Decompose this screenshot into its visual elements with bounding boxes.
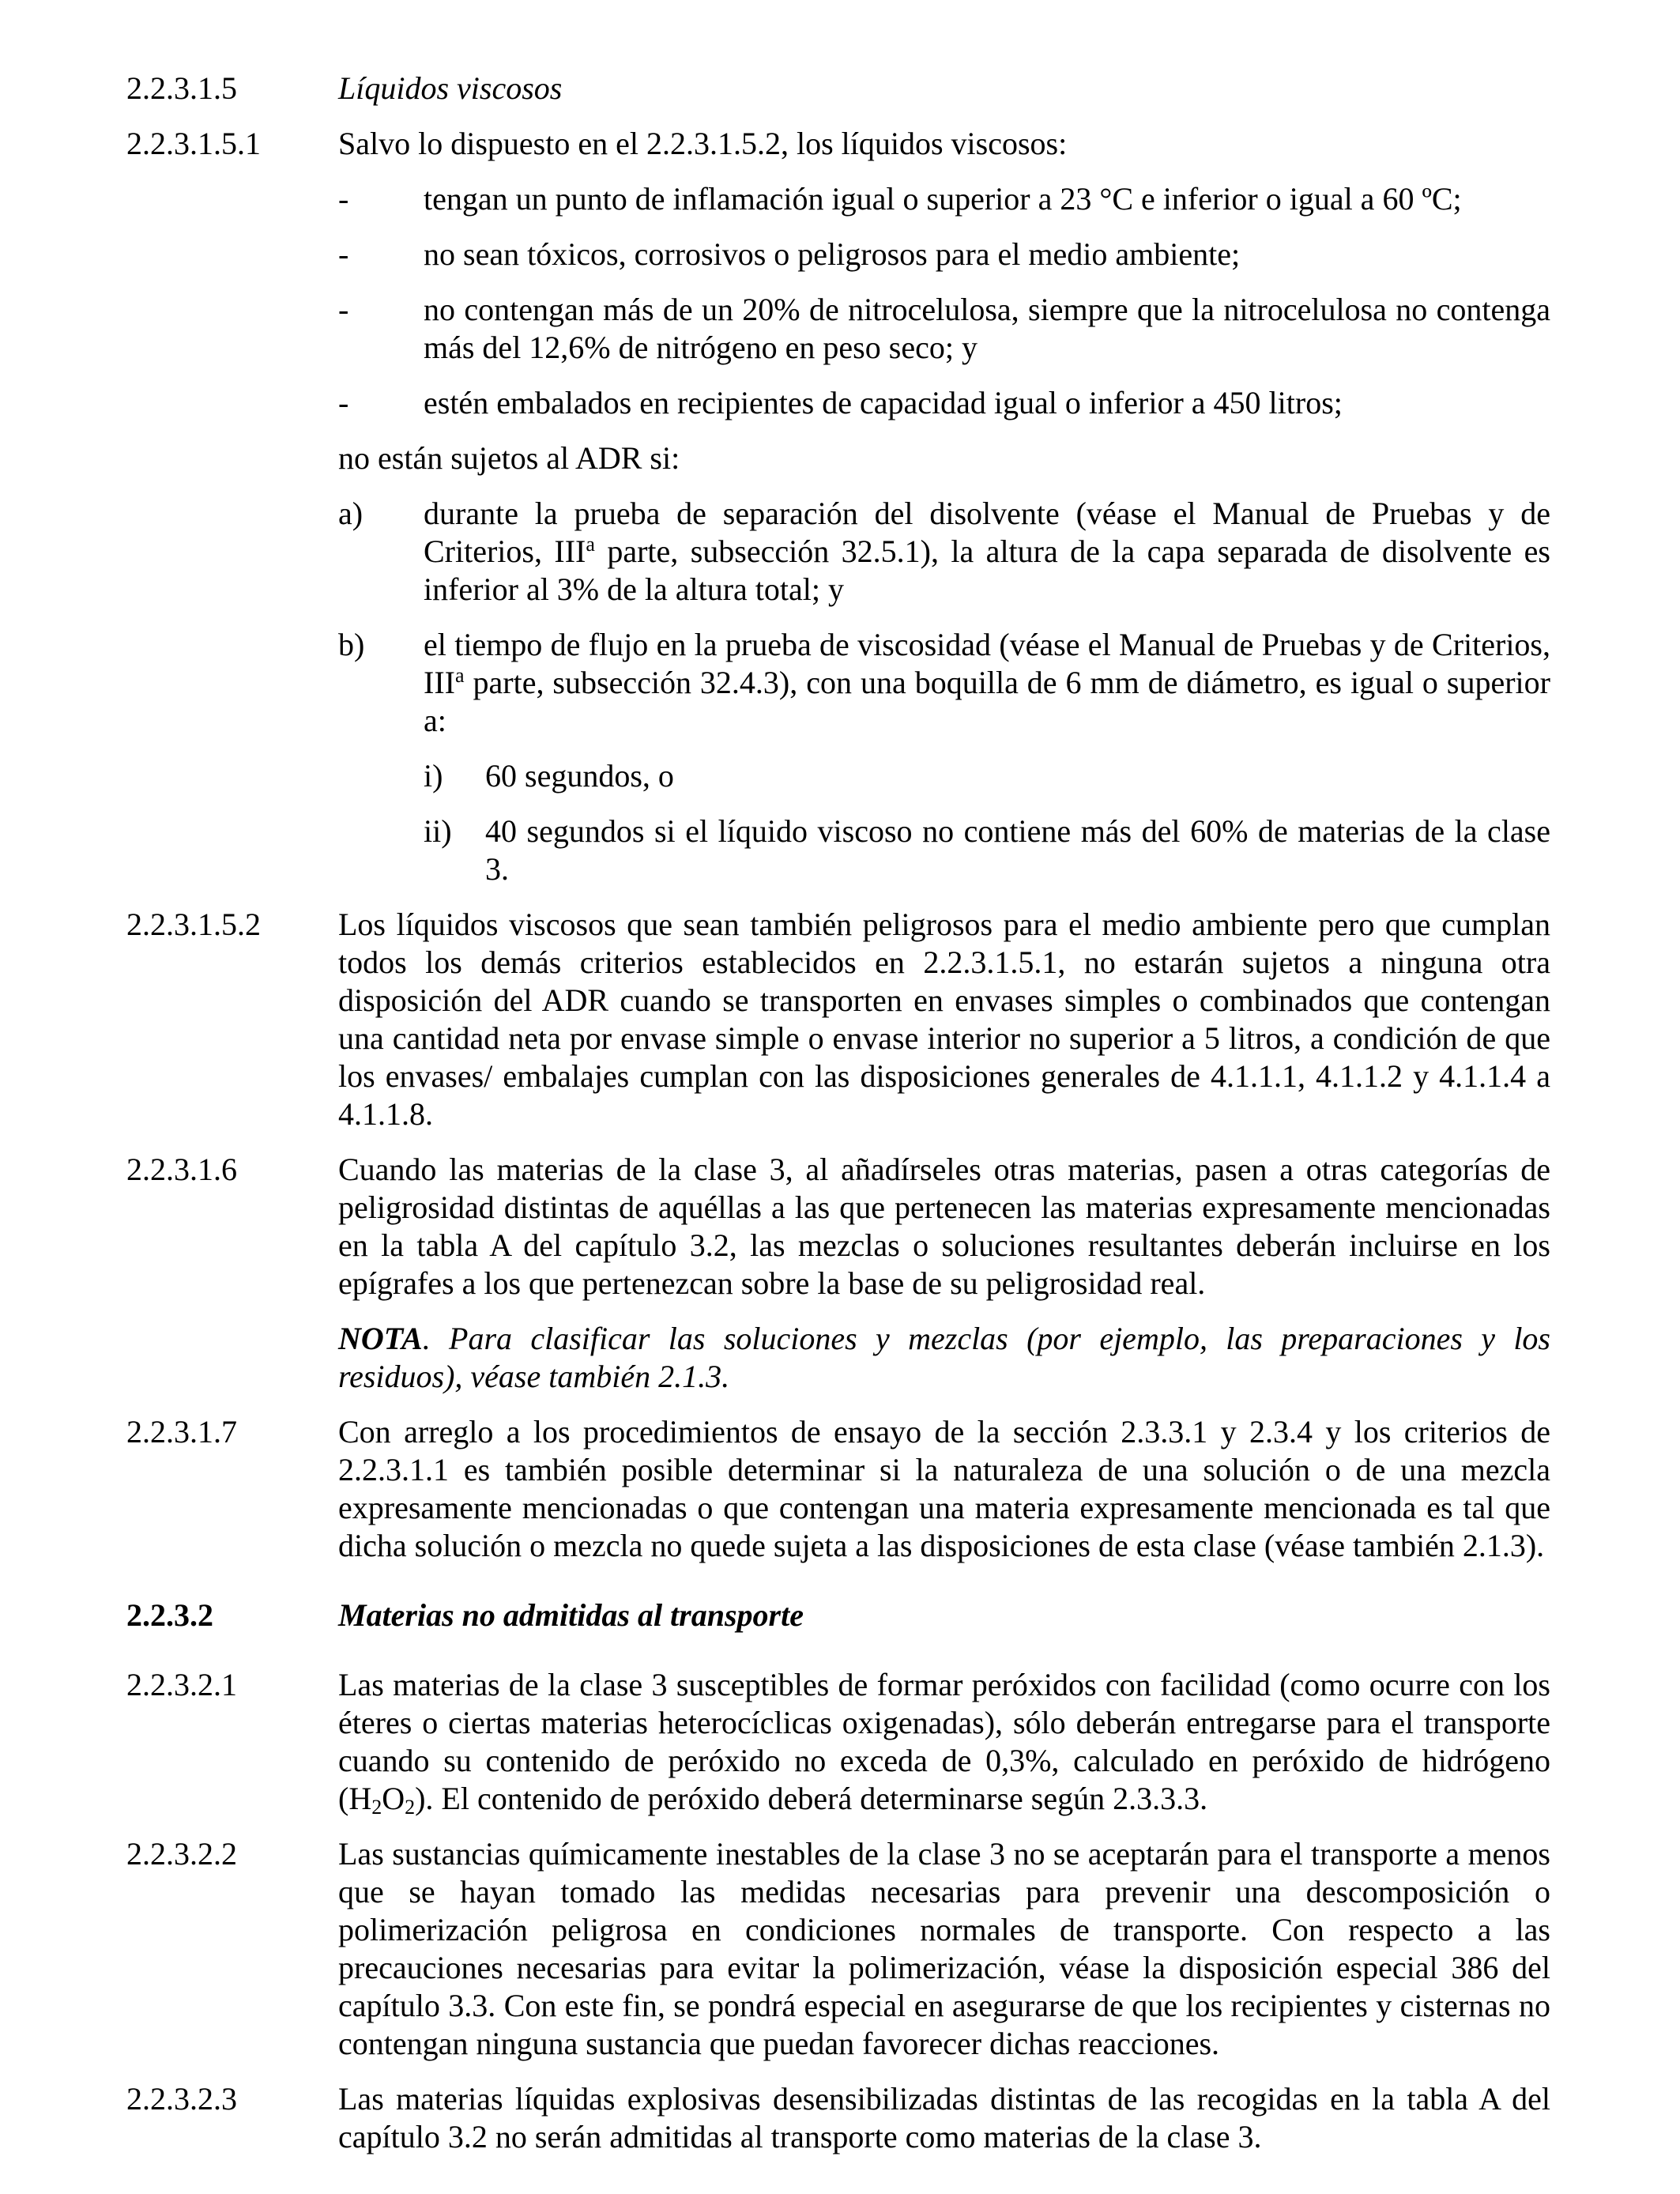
list-item-text bbox=[424, 495, 1550, 609]
section-number: 2.2.3.1.6 bbox=[126, 1152, 237, 1187]
list-item bbox=[338, 236, 1550, 273]
note-label: NOTA bbox=[338, 1321, 423, 1356]
section-number: 2.2.3.1.5.1 bbox=[126, 126, 261, 161]
section-2-2-3-1-5-2 bbox=[126, 906, 1550, 1133]
list-item-text: estén embalados en recipientes de capacidad igual o inferior a 450 litros; bbox=[424, 385, 1343, 420]
list-item-text: no sean tóxicos, corrosivos o peligrosos para el medio ambiente; bbox=[424, 236, 1241, 272]
section-text bbox=[338, 1666, 1550, 1818]
text-part: O bbox=[382, 1781, 405, 1816]
section-2-2-3-2-2 bbox=[126, 1835, 1550, 2063]
text-part: Las materias de la clase 3 susceptibles de formar peróxidos con facilidad (como ocurre con los éteres o ciertas materias heterocíclicas oxigenadas), sólo deberán entregarse para el transporte cuando su contenido de peróxido no exceda de 0,3%, calculado en peróxido de hidrógeno (H bbox=[338, 1667, 1550, 1816]
list-item-text: no contengan más de un 20% de nitrocelulosa, siempre que la nitrocelulosa no contenga más del 12,6% de nitrógeno en peso seco; y bbox=[424, 292, 1550, 365]
list-item-a bbox=[338, 495, 1550, 609]
section-number: 2.2.3.2.2 bbox=[126, 1836, 237, 1872]
text-part: parte, subsección 32.4.3), con una boquilla de 6 mm de diámetro, es igual o superior a: bbox=[424, 665, 1550, 738]
list-item bbox=[338, 291, 1550, 367]
dash-marker: - bbox=[338, 181, 349, 217]
section-number: 2.2.3.1.5 bbox=[126, 70, 237, 106]
section-number: 2.2.3.2.3 bbox=[126, 2081, 237, 2117]
section-2-2-3-2-heading bbox=[126, 1596, 1550, 1634]
section-title: Materias no admitidas al transporte bbox=[338, 1597, 804, 1633]
section-text: Las materias líquidas explosivas desensibilizadas distintas de las recogidas en la tabla A del capítulo 3.2 no serán admitidas al transporte como materias de la clase 3. bbox=[338, 2081, 1550, 2154]
section-number: 2.2.3.1.7 bbox=[126, 1414, 237, 1449]
list-item-text bbox=[424, 626, 1550, 740]
section-2-2-3-2-3 bbox=[126, 2080, 1550, 2156]
text-part: parte, subsección 32.5.1), la altura de la capa separada de disolvente es inferior al 3% de la altura total; y bbox=[424, 533, 1550, 607]
superscript: a bbox=[454, 664, 465, 687]
list-item-b bbox=[338, 626, 1550, 740]
letter-marker: b) bbox=[338, 627, 365, 662]
subscript: 2 bbox=[371, 1796, 382, 1819]
note bbox=[338, 1320, 1550, 1396]
section-2-2-3-1-6 bbox=[126, 1151, 1550, 1396]
roman-marker: ii) bbox=[424, 813, 452, 849]
section-body bbox=[338, 1151, 1550, 1396]
list-item-text: 60 segundos, o bbox=[485, 758, 674, 794]
list-item-text: tengan un punto de inflamación igual o superior a 23 °C e inferior o igual a 60 ºC; bbox=[424, 181, 1462, 217]
section-number: 2.2.3.2.1 bbox=[126, 1667, 237, 1702]
section-mid-text: no están sujetos al ADR si: bbox=[338, 440, 680, 476]
list-item bbox=[338, 384, 1550, 422]
section-text: Las sustancias químicamente inestables de la clase 3 no se aceptarán para el transporte a menos que se hayan tomado las medidas necesarias para prevenir una descomposición o polimerización peligrosa en condiciones normales de transporte. Con respecto a las precauciones necesarias para evitar la polimerización, véase la disposición especial 386 del capítulo 3.3. Con este fin, se pondrá especial en asegurarse de que los recipientes y cisternas no contengan ninguna sustancia que puedan favorecer dichas reacciones. bbox=[338, 1836, 1550, 2061]
dash-marker: - bbox=[338, 385, 349, 420]
letter-marker: a) bbox=[338, 496, 363, 531]
section-2-2-3-1-5-heading bbox=[126, 70, 1550, 107]
text-part: durante la prueba de separación del disolvente (véase el Manual de Pruebas y de Criterios, III bbox=[424, 496, 1550, 569]
subscript: 2 bbox=[405, 1796, 416, 1819]
text-part: el tiempo de flujo en la prueba de viscosidad (véase el Manual de Pruebas y de Criterios, III bbox=[424, 627, 1550, 700]
section-text: Cuando las materias de la clase 3, al añadírseles otras materias, pasen a otras categorías de peligrosidad distintas de aquéllas a las que pertenecen las materias expresamente mencionadas en la tabla A del capítulo 3.2, las mezclas o soluciones resultantes deberán incluirse en los epígrafes a los que pertenezcan sobre la base de su peligrosidad real. bbox=[338, 1152, 1550, 1301]
roman-marker: i) bbox=[424, 758, 443, 794]
note-text: . Para clasificar las soluciones y mezclas (por ejemplo, las preparaciones y los residuos), véase también 2.1.3. bbox=[338, 1321, 1550, 1394]
section-body bbox=[338, 125, 1550, 906]
section-number: 2.2.3.1.5.2 bbox=[126, 907, 261, 942]
dash-marker: - bbox=[338, 236, 349, 272]
section-2-2-3-1-7 bbox=[126, 1413, 1550, 1565]
section-intro: Salvo lo dispuesto en el 2.2.3.1.5.2, los líquidos viscosos: bbox=[338, 126, 1068, 161]
document-page bbox=[126, 70, 1550, 2156]
section-title: Líquidos viscosos bbox=[338, 70, 563, 106]
list-item-text: 40 segundos si el líquido viscoso no contiene más del 60% de materias de la clase 3. bbox=[485, 813, 1550, 887]
section-2-2-3-1-5-1 bbox=[126, 125, 1550, 906]
list-item-ii bbox=[338, 812, 1550, 888]
list-item-i bbox=[338, 757, 1550, 795]
section-number: 2.2.3.2 bbox=[126, 1597, 213, 1633]
section-2-2-3-2-1 bbox=[126, 1666, 1550, 1818]
dash-marker: - bbox=[338, 292, 349, 327]
list-item bbox=[338, 180, 1550, 218]
superscript: a bbox=[586, 533, 595, 556]
section-text: Los líquidos viscosos que sean también peligrosos para el medio ambiente pero que cumplan todos los demás criterios establecidos en 2.2.3.1.5.1, no estarán sujetos a ninguna otra disposición del ADR cuando se transporten en envases simples o combinados que contengan una cantidad neta por envase simple o envase interior no superior a 5 litros, a condición de que los envases/ embalajes cumplan con las disposiciones generales de 4.1.1.1, 4.1.1.2 y 4.1.1.4 a 4.1.1.8. bbox=[338, 907, 1550, 1132]
section-text: Con arreglo a los procedimientos de ensayo de la sección 2.3.3.1 y 2.3.4 y los criterios de 2.2.3.1.1 es también posible determinar si la naturaleza de una solución o de una mezcla expresamente mencionadas o que contengan una materia expresamente mencionada es tal que dicha solución o mezcla no quede sujeta a las disposiciones de esta clase (véase también 2.1.3). bbox=[338, 1414, 1550, 1563]
text-part: ). El contenido de peróxido deberá determinarse según 2.3.3.3. bbox=[415, 1781, 1208, 1816]
